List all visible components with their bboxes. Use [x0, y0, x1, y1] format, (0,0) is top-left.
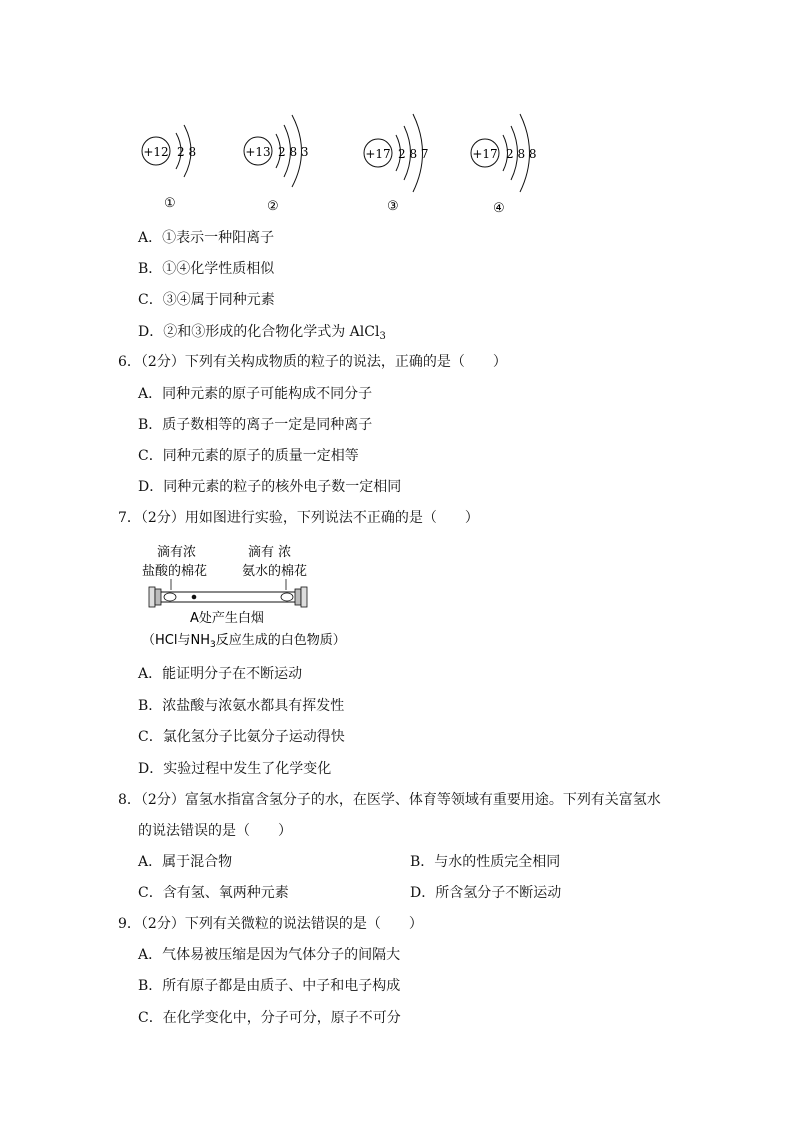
q6-option-c: C．同种元素的原子的质量一定相等: [138, 448, 359, 464]
point-a-dot: [192, 595, 197, 600]
atom-structure-diagrams: [130, 100, 570, 220]
q5-option-c: C．③④属于同种元素: [138, 292, 275, 308]
atom-diagram-1: [142, 125, 196, 211]
q7-option-c: C．氯化氢分子比氨分子运动得快: [138, 729, 345, 745]
q6-option-a: A．同种元素的原子可能构成不同分子: [138, 386, 373, 402]
q7-option-b: B．浓盐酸与浓氨水都具有挥发性: [138, 698, 345, 714]
right-label-line-2: 氨水的棉花: [242, 564, 308, 579]
figure-caption: [142, 632, 346, 650]
atom-4-nucleus: +17: [472, 147, 498, 161]
q8-stem-line-2: 的说法错误的是（ ）: [138, 823, 292, 839]
atom-diagram-3: [364, 114, 429, 214]
atom-diagram-2: [244, 115, 309, 214]
q9-option-b: B．所有原子都是由质子、中子和电子构成: [138, 978, 401, 994]
q7-option-a: A．能证明分子在不断运动: [138, 666, 303, 682]
atom-2-label: ②: [267, 199, 279, 214]
q7-experiment-figure: [140, 542, 400, 654]
right-label-line-1: 滴有 浓: [248, 545, 292, 560]
q9-stem: 9．（2分）下列有关微粒的说法错误的是（ ）: [118, 916, 423, 932]
atom-diagram-4: [471, 114, 537, 216]
atom-1-shells: 2 8: [177, 145, 197, 159]
q6-option-b: B．质子数相等的离子一定是同种离子: [138, 417, 373, 433]
q5-option-b: B．①④化学性质相似: [138, 261, 275, 277]
experiment-diagram-svg: [140, 542, 400, 654]
q9-option-c: C．在化学变化中，分子可分，原子不可分: [138, 1010, 401, 1026]
right-cotton: [281, 593, 293, 601]
atom-2-shells: 2 8 3: [278, 145, 309, 159]
atom-1-label: ①: [164, 196, 176, 211]
q5-option-d-text: D．②和③形成的化合物化学式为 AlCl: [138, 324, 380, 340]
atom-4-label: ④: [493, 201, 505, 216]
q5-option-a: A．①表示一种阳离子: [138, 230, 275, 246]
atom-1-nucleus: +12: [143, 145, 169, 159]
q8-option-a: A．属于混合物: [138, 854, 233, 870]
q8-option-d: D．所含氢分子不断运动: [410, 885, 562, 901]
q5-option-d: [138, 322, 386, 342]
atom-3-label: ③: [387, 199, 399, 214]
q6-stem: 6．（2分）下列有关构成物质的粒子的说法，正确的是（ ）: [118, 354, 507, 370]
figure-caption-part-1: （HCl与NH: [142, 633, 210, 648]
q8-option-b: B．与水的性质完全相同: [410, 854, 561, 870]
atom-2-nucleus: +13: [245, 145, 271, 159]
figure-caption-subscript: 3: [209, 640, 216, 650]
q8-option-c: C．含有氢、氧两种元素: [138, 885, 289, 901]
q7-stem: 7．（2分）用如图进行实验，下列说法不正确的是（ ）: [118, 510, 479, 526]
q5-option-d-subscript: 3: [379, 331, 386, 342]
glass-tube: [149, 587, 307, 607]
left-cotton: [164, 593, 176, 601]
q6-option-d: D．同种元素的粒子的核外电子数一定相同: [138, 479, 402, 495]
atom-3-shells: 2 8 7: [398, 147, 429, 161]
atom-3-nucleus: +17: [365, 147, 391, 161]
left-label-line-2: 盐酸的棉花: [142, 564, 208, 579]
point-a-label: A处产生白烟: [190, 611, 264, 626]
left-label-line-1: 滴有浓: [157, 545, 197, 560]
figure-caption-part-2: 反应生成的白色物质）: [215, 633, 346, 648]
q7-option-d: D．实验过程中发生了化学变化: [138, 761, 332, 777]
q9-option-a: A．气体易被压缩是因为气体分子的间隔大: [138, 947, 401, 963]
atom-diagrams-svg: [130, 100, 570, 220]
atom-4-shells: 2 8 8: [506, 147, 537, 161]
q8-stem-line-1: 8．（2分）富氢水指富含氢分子的水，在医学、体育等领域有重要用途。下列有关富氢水: [118, 792, 661, 808]
